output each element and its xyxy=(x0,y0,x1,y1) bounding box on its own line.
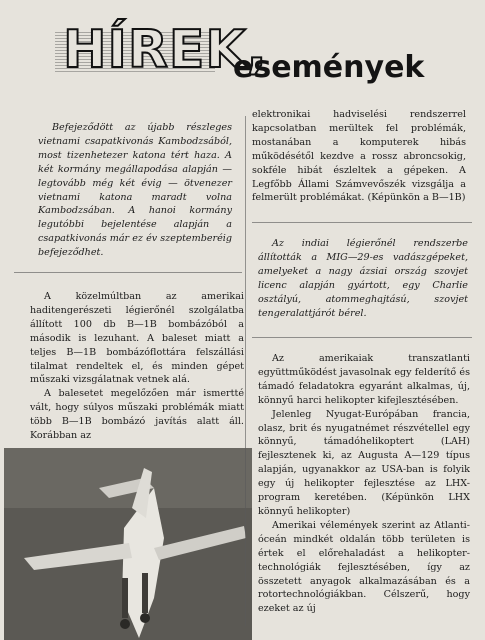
article-text: Jelenleg Nyugat-Európában francia, olasz, brit és nyugatnémet részvétellel egy könnyű, támadóhelikoptert (LAH) fejlesztenek ki, az Augusta A—129 típus alapján, ugyanakkor az USA-ban is folyik egy új helikopter fejlesztése az LHX-program keretében. (Képünkön LHX könnyű helikopter) xyxy=(258,408,470,517)
b1b-photo xyxy=(4,448,252,640)
article-b1b xyxy=(30,290,244,443)
article-text: Befejeződött az újabb részleges vietnami csapatkivonás Kambodzsából, most tizenhetezer katona tért haza. A két kormány megállapodása alapján — legtovább még két évig — ötvenezer vietnami katona maradt volna Kambodzsában. A hanoi kormány legutóbbi bejelentése alapján a csapatkivonás már ez év szeptemberéig befejeződhet. xyxy=(38,122,232,259)
page-title: HÍREK, xyxy=(63,20,268,80)
article-text: elektronikai hadviselési rendszerrel kapcsolatban merültek fel problémák, mostanában a komputerek hibás működésétől kezdve a rossz abroncsokig, sokféle hibát észleltek a gépeken. A Legfőbb Állami Számvevőszék vizsgálja a felmerült problémákat. (Képünkön a B—1B) xyxy=(252,109,466,204)
header xyxy=(55,18,475,90)
article-india-mig29 xyxy=(258,237,468,320)
article-b1b-cont xyxy=(252,108,466,205)
article-cambodia xyxy=(38,121,232,260)
article-text: Amerikai vélemények szerint az Atlanti-óceán mindkét oldalán több területen is értek el előrehaladást a helikopter-technológiák fejlesztésében, így az összetett anyagok alkalmazásában és a rotortechnológiákban. Célszerű, hogy ezeket az új xyxy=(258,519,470,615)
divider xyxy=(14,272,242,273)
column-divider xyxy=(245,116,246,626)
article-text: Az amerikaiak transzatlanti együttműködést javasolnak egy felderítő és támadó feladatokra egyaránt alkalmas, új, könnyű harci helikopter kifejlesztésében. xyxy=(258,353,470,406)
article-text: A közelmúltban az amerikai haditengerészeti légierőnél szolgálatba állított 100 db B—1B bombázóból a második is lezuhant. A baleset miatt a teljes B—1B bombázóflottára felszállási tilalmat rendeltek el, és minden gépet műszaki vizsgálatnak vetnek alá. xyxy=(30,291,244,386)
article-helicopter xyxy=(258,352,470,616)
article-text: A balesetet megelőzően már ismertté vált, hogy súlyos műszaki problémák miatt több B—1B bombázó javítás alatt áll. Korábban az xyxy=(30,388,244,442)
divider xyxy=(252,337,472,338)
page-subtitle: események xyxy=(233,50,425,85)
article-text: Az indiai légierőnél rendszerbe állították a MIG—29-es vadászgépeket, amelyeket a nagy ázsiai ország szovjet licenc alapján gyártott, egy Charlie osztályú, atommeghajtású, szovjet tengeralattjárót bérel. xyxy=(258,238,468,319)
aircraft-image xyxy=(4,448,252,640)
divider xyxy=(252,222,472,223)
